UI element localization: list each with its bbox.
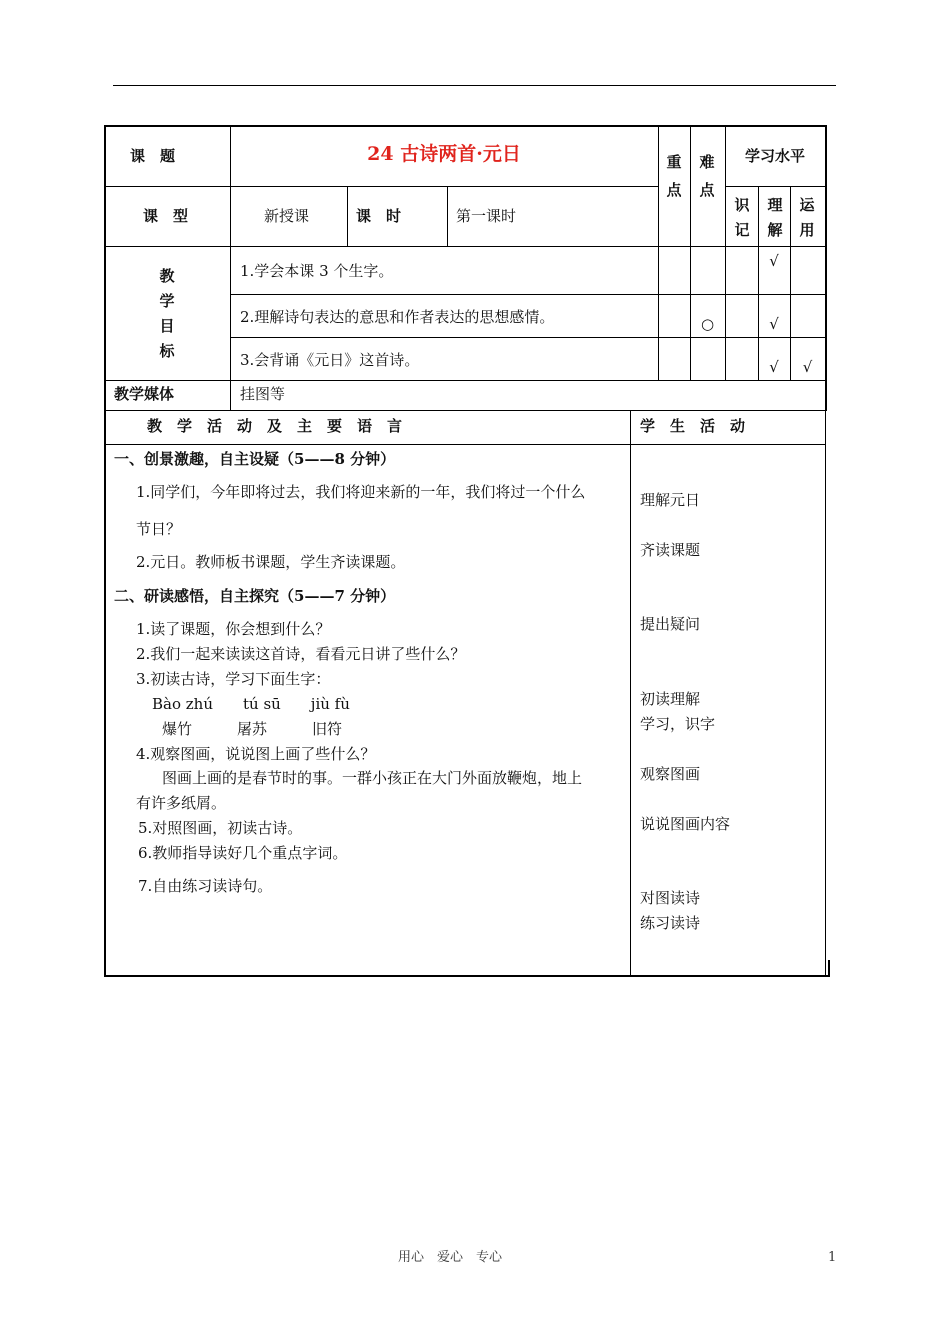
- teacher-line: 节日？: [136, 520, 182, 538]
- pinyin-line: Bào zhú tú sū jiù fù: [152, 695, 350, 713]
- grid-line: [630, 410, 631, 976]
- student-activity: 观察图画: [640, 765, 701, 783]
- period-label: 课 时: [356, 207, 402, 225]
- table-border-right-stub: [828, 960, 830, 976]
- student-activity: 提出疑问: [640, 615, 701, 633]
- teacher-activities-header: 教 学 活 动 及 主 要 语 言: [147, 417, 403, 435]
- student-activity: 说说图画内容: [640, 815, 731, 833]
- grid-line: [658, 125, 659, 380]
- level-apply-label: 运用: [799, 196, 815, 239]
- teacher-line: 1.读了课题，你会想到什么？: [136, 620, 331, 638]
- student-activity: 齐读课题: [640, 541, 701, 559]
- lesson-title: 24 古诗两首·元日: [367, 143, 521, 165]
- media-value: 挂图等: [240, 385, 286, 403]
- objective-item: 2.理解诗句表达的意思和作者表达的思想感情。: [240, 308, 555, 326]
- student-activity: 理解元日: [640, 491, 701, 509]
- key-point-label: 重点: [666, 153, 682, 199]
- grid-line: [104, 380, 825, 381]
- header-rule: [113, 85, 836, 86]
- teacher-line: 4.观察图画，说说图上画了些什么？: [136, 745, 376, 763]
- grid-line: [230, 294, 825, 295]
- understand-mark: √: [769, 252, 779, 270]
- section-heading: 二、研读感悟，自主探究（5——7 分钟）: [114, 587, 396, 605]
- objectives-label: 教学目标: [159, 267, 175, 360]
- objective-item: 1.学会本课 3 个生字。: [240, 262, 394, 280]
- understand-mark: √: [769, 315, 779, 333]
- learning-level-label: 学习水平: [744, 147, 805, 165]
- student-activity: 练习读诗: [640, 914, 701, 932]
- teacher-line: 3.初读古诗，学习下面生字：: [136, 670, 331, 688]
- table-border-bottom: [104, 975, 830, 977]
- type-label: 课 型: [143, 207, 189, 225]
- grid-line: [347, 186, 348, 246]
- grid-line: [790, 186, 791, 380]
- apply-mark: √: [802, 358, 813, 376]
- difficulty-mark: ○: [700, 315, 715, 333]
- table-border-left: [104, 125, 106, 976]
- teacher-line: 2.元日。教师板书课题，学生齐读课题。: [136, 553, 406, 571]
- grid-line: [230, 337, 825, 338]
- footer-motto: 用心 爱心 专心: [398, 1250, 503, 1265]
- table-border-right-upper: [825, 125, 827, 411]
- grid-line: [758, 186, 759, 380]
- table-border-right-lower: [825, 411, 826, 976]
- grid-line: [690, 125, 691, 380]
- grid-line: [104, 444, 825, 445]
- student-activity: 学习，识字: [640, 715, 716, 733]
- teacher-line: 图画上画的是春节时的事。一群小孩正在大门外面放鞭炮，地上: [162, 769, 583, 787]
- grid-line: [725, 186, 825, 187]
- teacher-line: 5.对照图画，初读古诗。: [138, 819, 303, 837]
- grid-line: [104, 410, 825, 411]
- teacher-line: 有许多纸屑。: [136, 794, 227, 812]
- teacher-line: 6.教师指导读好几个重点字词。: [138, 844, 348, 862]
- grid-line: [230, 125, 231, 410]
- teacher-line: 7.自由练习读诗句。: [138, 877, 273, 895]
- grid-line: [104, 186, 658, 187]
- topic-label: 课 题: [130, 147, 176, 165]
- understand-mark: √: [769, 358, 779, 376]
- level-recall-label: 识记: [734, 196, 750, 239]
- grid-line: [447, 186, 448, 246]
- period-value: 第一课时: [456, 207, 517, 225]
- teacher-line: 1.同学们，今年即将过去，我们将迎来新的一年，我们将过一个什么: [136, 483, 586, 501]
- level-understand-label: 理解: [767, 196, 783, 239]
- page-number: 1: [828, 1250, 837, 1265]
- grid-line: [104, 246, 825, 247]
- student-activity: 初读理解: [640, 690, 701, 708]
- section-heading: 一、创景激趣，自主设疑（5——8 分钟）: [114, 450, 396, 468]
- media-label: 教学媒体: [114, 385, 175, 403]
- difficulty-label: 难点: [699, 153, 715, 199]
- objective-item: 3.会背诵《元日》这首诗。: [240, 351, 420, 369]
- teacher-line: 2.我们一起来读读这首诗，看看元日讲了些什么？: [136, 645, 466, 663]
- characters-line: 爆竹 屠苏 旧符: [162, 720, 343, 738]
- student-activity: 对图读诗: [640, 889, 701, 907]
- student-activities-header: 学 生 活 动: [640, 417, 746, 435]
- type-value: 新授课: [264, 207, 310, 225]
- table-border-top: [104, 125, 826, 127]
